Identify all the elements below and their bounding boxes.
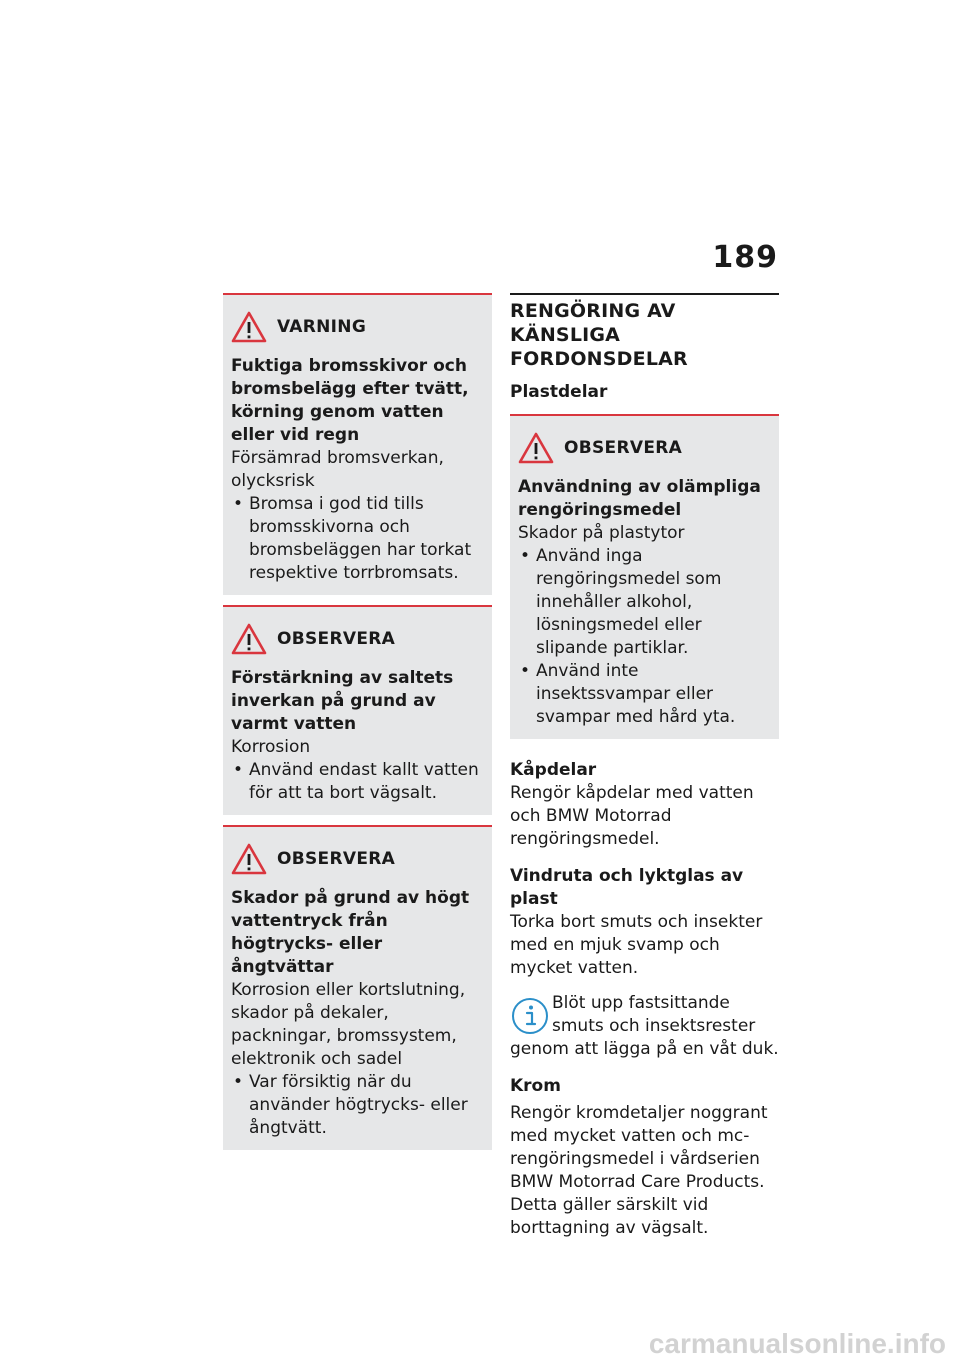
- box-heading: Skador på grund av högt vattentryck från högtrycks- eller ångtvättar: [231, 888, 470, 977]
- bullet-list: [231, 493, 484, 585]
- paragraph-krom: Rengör kromdetaljer noggrant med mycket vatten och mc-rengöringsmedel i vårdserien BMW Motorrad Care Products. Detta gäller särskilt vid borttagning av vägsalt.: [510, 1103, 768, 1238]
- watermark: carmanualsonline.info: [648, 1328, 946, 1359]
- warning-triangle-icon: [231, 843, 267, 875]
- box-header: [231, 311, 484, 343]
- list-item: • Använd inga rengöringsmedel som innehåller alkohol, lösningsmedel eller slipande partiklar.: [518, 545, 771, 660]
- subheading-krom: Krom: [510, 1076, 561, 1096]
- notice-box-plastics: [510, 414, 779, 739]
- page-number: 189: [712, 240, 778, 275]
- box-text: Korrosion: [231, 737, 311, 757]
- info-icon: [510, 996, 550, 1036]
- box-title: OBSERVERA: [277, 849, 396, 869]
- paragraph-vindruta: Torka bort smuts och insekter med en mjuk svamp och mycket vatten.: [510, 912, 763, 978]
- bullet-list: [518, 545, 771, 729]
- info-text-continued: genom att lägga på en våt duk.: [510, 1039, 779, 1059]
- notice-box-high-pressure: [223, 825, 492, 1150]
- box-heading: Användning av olämpliga rengöringsmedel: [518, 477, 761, 520]
- warning-triangle-icon: [231, 623, 267, 655]
- box-heading: Förstärkning av saltets inverkan på grund av varmt vatten: [231, 668, 454, 734]
- box-title: OBSERVERA: [277, 629, 396, 649]
- box-title: OBSERVERA: [564, 438, 683, 458]
- warning-triangle-icon: [231, 311, 267, 343]
- box-heading: Fuktiga bromsskivor och bromsbelägg efter tvätt, körning genom vatten eller vid regn: [231, 356, 469, 445]
- box-header: [231, 623, 484, 655]
- box-header: [231, 843, 484, 875]
- list-item: • Var försiktig när du använder högtrycks- eller ångtvätt.: [231, 1071, 484, 1140]
- list-item: • Använd inte insektssvampar eller svampar med hård yta.: [518, 660, 771, 729]
- list-item: • Bromsa i god tid tills bromsskivorna och bromsbeläggen har torkat respektive torrbromsats.: [231, 493, 484, 585]
- notice-box-salt: [223, 605, 492, 815]
- left-column: [223, 293, 492, 1160]
- bullet-list: [231, 1071, 484, 1140]
- box-text: Korrosion eller kortslutning, skador på dekaler, packningar, bromssystem, elektronik och sadel: [231, 980, 466, 1069]
- list-item: • Använd endast kallt vatten för att ta bort vägsalt.: [231, 759, 484, 805]
- paragraph-kapdelar: Rengör kåpdelar med vatten och BMW Motorrad rengöringsmedel.: [510, 783, 754, 849]
- box-header: [518, 432, 771, 464]
- box-text: Skador på plastytor: [518, 523, 685, 543]
- subheading-plastdelar: Plastdelar: [510, 382, 608, 402]
- right-column: [510, 293, 779, 1240]
- warning-box-brakes: [223, 293, 492, 595]
- warning-triangle-icon: [518, 432, 554, 464]
- info-note: [510, 992, 779, 1061]
- section-title: RENGÖRING AV KÄNSLIGA FORDONSDELAR: [510, 293, 779, 371]
- box-text: Försämrad bromsverkan, olycksrisk: [231, 448, 444, 491]
- box-title: VARNING: [277, 317, 367, 337]
- bullet-list: [231, 759, 484, 805]
- info-text: Blöt upp fastsittande smuts och insektsrester: [552, 993, 756, 1036]
- subheading-vindruta: Vindruta och lyktglas av plast: [510, 866, 744, 909]
- subheading-kapdelar: Kåpdelar: [510, 760, 597, 780]
